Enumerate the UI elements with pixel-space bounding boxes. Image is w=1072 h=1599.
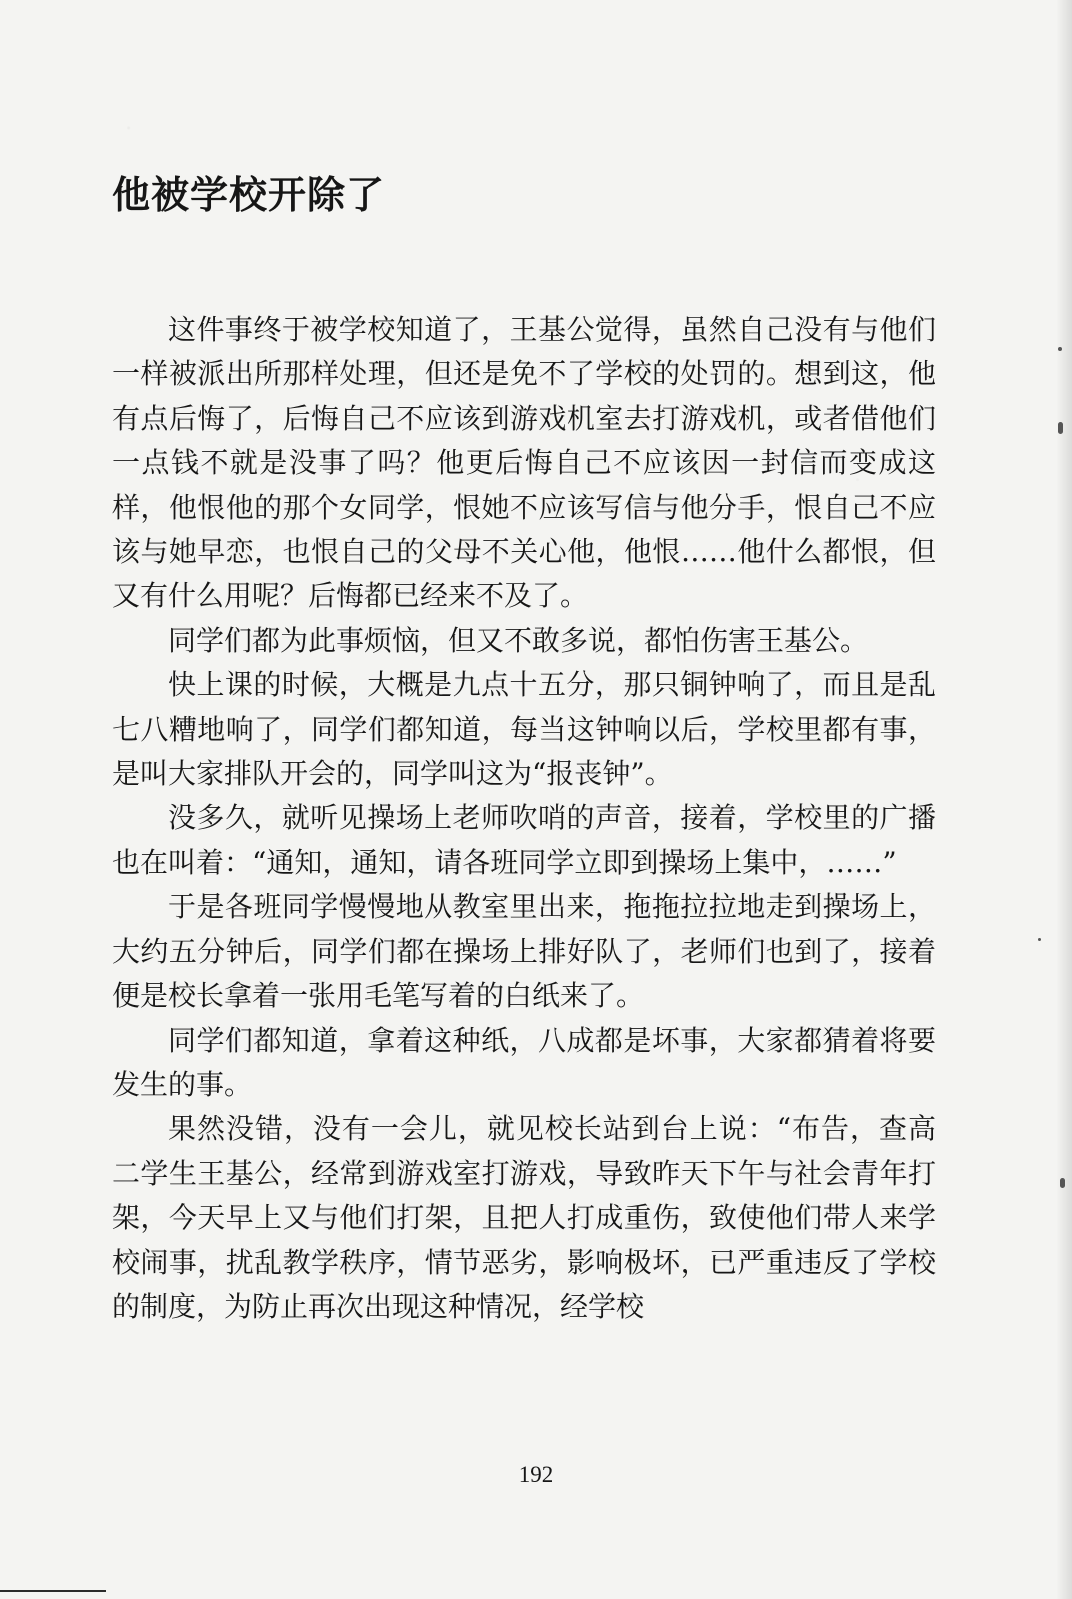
paragraph-6: 同学们都知道，拿着这种纸，八成都是坏事，大家都猜着将要发生的事。 — [112, 1023, 936, 1101]
body-text — [112, 308, 936, 1329]
bottom-rule — [0, 1590, 106, 1592]
paragraph-7: 果然没错，没有一会儿，就见校长站到台上说：“布告，查高二学生王基公，经常到游戏室打游戏，导致昨天下午与社会青年打架，今天早上又与他们打架，且把人打成重伤，致使他们带人来学校闹事，扰乱教学秩序，情节恶劣，影响极坏，已严重违反了学校的制度，为防止再次出现这种情况，经学校 — [112, 1112, 936, 1323]
paragraph-3: 快上课的时候，大概是九点十五分，那只铜钟响了，而且是乱七八糟地响了，同学们都知道，每当这钟响以后，学校里都有事，是叫大家排队开会的，同学叫这为“报丧钟”。 — [112, 668, 936, 791]
page-number: 192 — [518, 1462, 554, 1487]
paragraph-4: 没多久，就听见操场上老师吹哨的声音，接着，学校里的广播也在叫着：“通知，通知，请各班同学立即到操场上集中，……” — [112, 801, 936, 879]
paragraph-1: 这件事终于被学校知道了，王基公觉得，虽然自己没有与他们一样被派出所那样处理，但还是免不了学校的处罚的。想到这，他有点后悔了，后悔自己不应该到游戏机室去打游戏机，或者借他们一点钱不就是没事了吗？他更后悔自己不应该因一封信而变成这样，他恨他的那个女同学，恨她不应该写信与他分手，恨自己不应该与她早恋，也恨自己的父母不关心他，他恨……他什么都恨，但又有什么用呢？后悔都已经来不及了。 — [112, 313, 936, 613]
scan-speck — [1060, 1178, 1065, 1188]
paragraph-5: 于是各班同学慢慢地从教室里出来，拖拖拉拉地走到操场上，大约五分钟后，同学们都在操场上排好队了，老师们也到了，接着便是校长拿着一张用毛笔写着的白纸来了。 — [112, 890, 936, 1013]
scan-speck — [1058, 422, 1063, 434]
chapter-title: 他被学校开除了 — [112, 173, 386, 217]
scan-speck — [1058, 347, 1062, 351]
paragraph-2: 同学们都为此事烦恼，但又不敢多说，都怕伤害王基公。 — [168, 623, 869, 657]
scan-speck — [1038, 938, 1041, 941]
page-edge-shadow — [1056, 0, 1072, 1599]
